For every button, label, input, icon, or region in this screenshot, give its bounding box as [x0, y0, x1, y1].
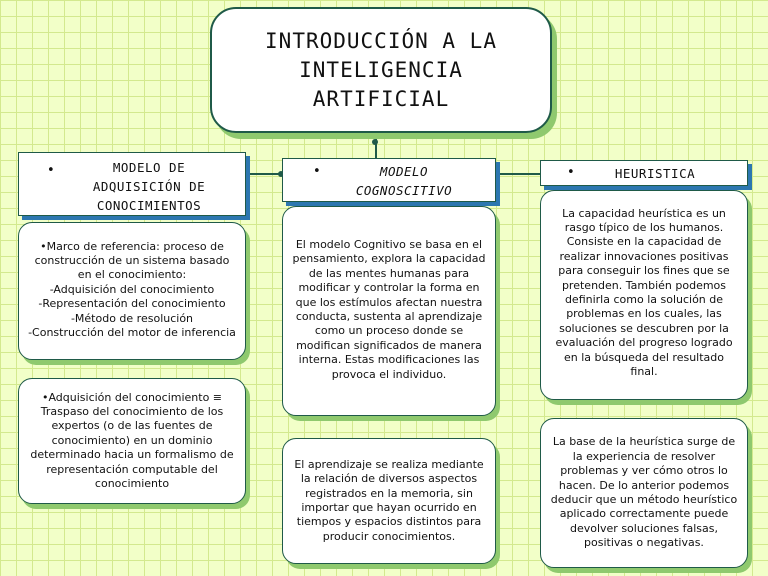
box-marco-de-referencia	[18, 222, 246, 360]
marco-line-5: -Construcción del motor de inferencia	[28, 326, 236, 340]
diagram-title	[210, 7, 552, 133]
heading-heuristica: HEURISTICA	[614, 166, 696, 181]
connector-dot-top	[372, 139, 378, 145]
box-base-heuristica-text: La base de la heurística surge de la experiencia de resolver problemas y ver cómo otros lo hacen. De lo anterior podemos deducir que un método heurístico aplicado correctamente puede devolver soluciones falsas, positivas o negativas.	[550, 435, 738, 550]
box-modelo-cognitivo-text: El modelo Cognitivo se basa en el pensamiento, explora la capacidad de las mentes humanas para modificar y controlar la forma en que los estímulos afectan nuestra conducta, sustenta al aprendizaje como un proceso donde se modifican significados de manera interna. Estas modificaciones las provoca el individuo.	[292, 237, 486, 381]
heading-bullet: •	[313, 164, 321, 179]
connector-horizontal-right	[496, 173, 540, 175]
box-aprendizaje-text: El aprendizaje se realiza mediante la relación de diversos aspectos registrados en la memoria, sin importar que hayan ocurrido en tiempos y espacios distintos para producir conocimientos.	[294, 457, 484, 543]
heading-box-modelo-adquisicion	[18, 152, 246, 216]
box-capacidad-heuristica	[540, 190, 748, 400]
marco-line-1: •Marco de referencia: proceso de construcción de un sistema basado en el conocimiento:	[34, 239, 230, 282]
box-capacidad-heuristica-text: La capacidad heurística es un rasgo típico de los humanos. Consiste en la capacidad de realizar innovaciones positivas para conseguir los fines que se pretenden. También podemos definirla como la solución de problemas en los cuales, las soluciones se descubren por la evaluación del progreso logrado en la búsqueda del resultado final.	[555, 206, 733, 379]
heading-modelo-cognoscitivo: MODELO COGNOSCITIVO	[355, 164, 453, 198]
box-base-heuristica	[540, 418, 748, 568]
heading-bullet: •	[567, 165, 575, 180]
box-adquisicion-conocimiento-text: •Adquisición del conocimiento ≡ Traspaso del conocimiento de los expertos (o de las fuentes de conocimiento) en un dominio determinado hacia un formalismo de representación computable del conocimiento	[30, 390, 234, 491]
box-marco-de-referencia-text	[19, 231, 245, 349]
marco-line-3: -Representación del conocimiento	[38, 297, 226, 311]
heading-box-heuristica	[540, 160, 748, 186]
box-modelo-cognitivo	[282, 206, 496, 416]
marco-line-4: -Método de resolución	[70, 311, 194, 325]
box-aprendizaje	[282, 438, 496, 564]
heading-box-modelo-cognoscitivo	[282, 158, 496, 202]
box-adquisicion-conocimiento	[18, 378, 246, 504]
heading-modelo-adquisicion: MODELO DE ADQUISICIÓN DE CONOCIMIENTOS	[92, 160, 206, 213]
diagram-title-text: INTRODUCCIÓN A LA INTELIGENCIA ARTIFICIAL	[265, 28, 497, 111]
heading-bullet: •	[47, 163, 55, 178]
marco-line-2: -Adquisición del conocimiento	[49, 282, 215, 296]
